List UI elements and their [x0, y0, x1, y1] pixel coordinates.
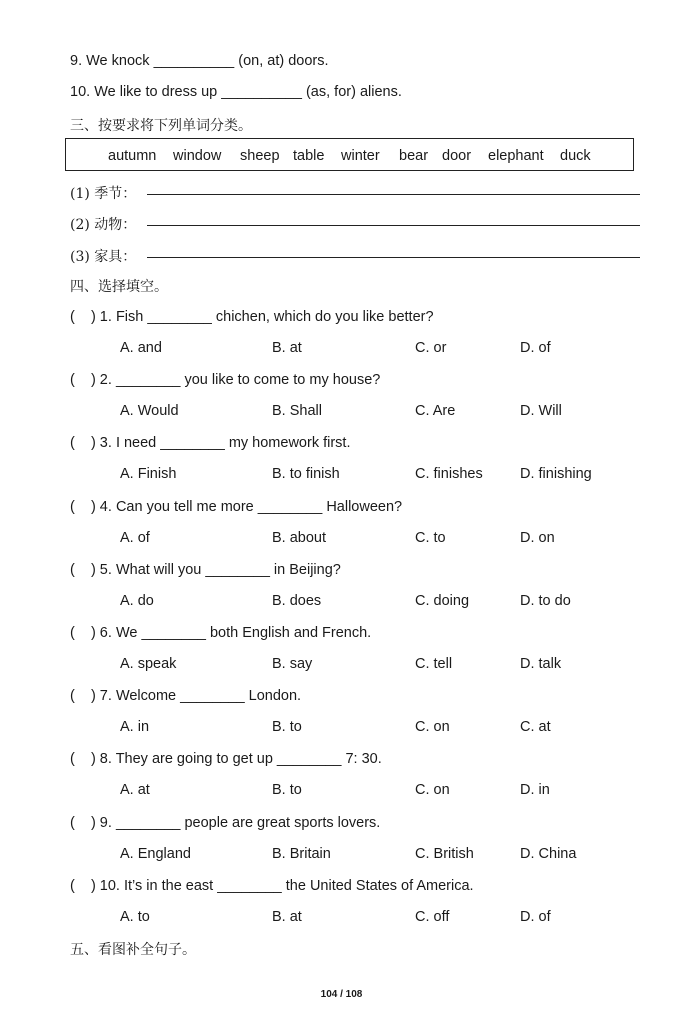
- answer-bracket[interactable]: ( ) 6.: [70, 625, 112, 641]
- question-4: [70, 499, 402, 515]
- option-c[interactable]: C. doing: [415, 592, 470, 609]
- answer-bracket[interactable]: ( ) 3.: [70, 435, 112, 452]
- answer-blank[interactable]: __________: [221, 84, 302, 100]
- question-text: It’s in the east ________ the United States of America.: [124, 877, 474, 894]
- word-item: sheep: [240, 148, 280, 164]
- option-c[interactable]: C. off: [415, 908, 450, 925]
- question-text: Welcome ________ London.: [115, 688, 302, 705]
- option-b[interactable]: B. does: [272, 592, 322, 609]
- question-text: What will you ________ in Beijing?: [115, 561, 341, 578]
- answer-bracket[interactable]: ( ) 2.: [70, 372, 112, 389]
- option-a[interactable]: A. do: [120, 592, 154, 609]
- option-a[interactable]: A. to: [120, 908, 150, 925]
- word-item: bear: [399, 148, 429, 164]
- option-d[interactable]: D. in: [520, 782, 550, 799]
- question-text: They are going to get up ________ 7: 30.: [115, 751, 382, 768]
- question-8: [70, 751, 382, 767]
- option-b[interactable]: B. Shall: [272, 403, 322, 420]
- question-6: [70, 625, 371, 641]
- option-c[interactable]: C. to: [415, 529, 446, 546]
- option-d[interactable]: D. Will: [520, 403, 562, 420]
- answer-line[interactable]: [147, 257, 640, 258]
- question-text: ________ people are great sports lovers.: [115, 814, 381, 831]
- option-d[interactable]: D. to do: [520, 592, 571, 609]
- word-item: autumn: [108, 148, 157, 164]
- option-a[interactable]: A. England: [120, 845, 191, 862]
- page-number: 104 / 108: [320, 989, 363, 1000]
- option-a[interactable]: A. speak: [120, 656, 177, 672]
- section-3-heading: 三、按要求将下列单词分类。: [70, 118, 252, 134]
- answer-bracket[interactable]: ( ) 9.: [70, 814, 112, 831]
- word-item: elephant: [488, 148, 544, 164]
- question-text: Can you tell me more ________ Halloween?: [115, 498, 403, 515]
- word-item: door: [442, 148, 472, 164]
- option-b[interactable]: B. say: [272, 656, 313, 672]
- option-d[interactable]: C. at: [520, 719, 551, 736]
- option-b[interactable]: B. at: [272, 908, 302, 925]
- answer-bracket[interactable]: ( ) 8.: [70, 751, 112, 768]
- section-5-heading: 五、看图补全句子。: [70, 942, 196, 958]
- word-item: winter: [341, 148, 380, 164]
- fill-question-10: 10. We like to dress up __________ (as, for) aliens.: [70, 84, 402, 100]
- question-1: [70, 309, 434, 325]
- answer-bracket[interactable]: ( ) 5.: [70, 561, 112, 578]
- option-d[interactable]: D. finishing: [520, 466, 592, 483]
- word-bank-box: [65, 138, 634, 171]
- question-text: ________ you like to come to my house?: [115, 372, 381, 389]
- option-d[interactable]: D. talk: [520, 656, 562, 672]
- option-b[interactable]: B. about: [272, 529, 327, 546]
- question-text: I need ________ my homework first.: [115, 435, 351, 452]
- option-b[interactable]: B. to: [272, 719, 302, 736]
- word-item: window: [173, 148, 222, 164]
- option-c[interactable]: C. British: [415, 845, 474, 862]
- question-7: [70, 688, 301, 704]
- question-5: [70, 562, 341, 578]
- option-d[interactable]: D. of: [520, 908, 551, 925]
- option-a[interactable]: A. Would: [120, 403, 179, 420]
- question-text: We ________ both English and French.: [115, 625, 372, 641]
- option-a[interactable]: A. at: [120, 782, 150, 799]
- question-9: [70, 815, 380, 831]
- section-4-heading: 四、选择填空。: [70, 279, 168, 295]
- option-b[interactable]: B. at: [272, 340, 302, 356]
- question-3: [70, 435, 350, 451]
- option-b[interactable]: B. to finish: [272, 466, 340, 483]
- question-10: [70, 878, 474, 894]
- answer-bracket[interactable]: ( ) 4.: [70, 498, 112, 515]
- answer-bracket[interactable]: ( ) 7.: [70, 688, 112, 705]
- option-a[interactable]: A. in: [120, 719, 150, 736]
- answer-line[interactable]: [147, 194, 640, 195]
- category-seasons: (1) 季节：: [70, 183, 650, 203]
- category-animals: (2) 动物：: [70, 214, 650, 234]
- word-item: table: [293, 148, 325, 164]
- question-text: Fish ________ chichen, which do you like better?: [115, 309, 434, 325]
- option-c[interactable]: C. Are: [415, 403, 456, 420]
- option-c[interactable]: C. or: [415, 340, 447, 356]
- option-d[interactable]: D. China: [520, 845, 577, 862]
- answer-bracket[interactable]: ( ) 1.: [70, 309, 112, 325]
- option-c[interactable]: C. on: [415, 782, 450, 799]
- option-b[interactable]: B. Britain: [272, 845, 331, 862]
- category-furniture: (3) 家具：: [70, 246, 650, 266]
- answer-blank[interactable]: __________: [153, 53, 235, 69]
- option-a[interactable]: A. and: [120, 340, 162, 356]
- option-c[interactable]: C. finishes: [415, 466, 483, 483]
- option-d[interactable]: D. on: [520, 529, 555, 546]
- option-a[interactable]: A. Finish: [120, 466, 177, 483]
- option-a[interactable]: A. of: [120, 529, 150, 546]
- option-d[interactable]: D. of: [520, 340, 551, 356]
- question-2: [70, 372, 380, 388]
- option-c[interactable]: C. on: [415, 719, 450, 736]
- option-c[interactable]: C. tell: [415, 656, 453, 672]
- word-item: duck: [560, 148, 591, 164]
- fill-question-9: 9. We knock __________ (on, at) doors.: [70, 53, 329, 69]
- option-b[interactable]: B. to: [272, 782, 302, 799]
- answer-bracket[interactable]: ( ) 10.: [70, 877, 120, 894]
- answer-line[interactable]: [147, 225, 640, 226]
